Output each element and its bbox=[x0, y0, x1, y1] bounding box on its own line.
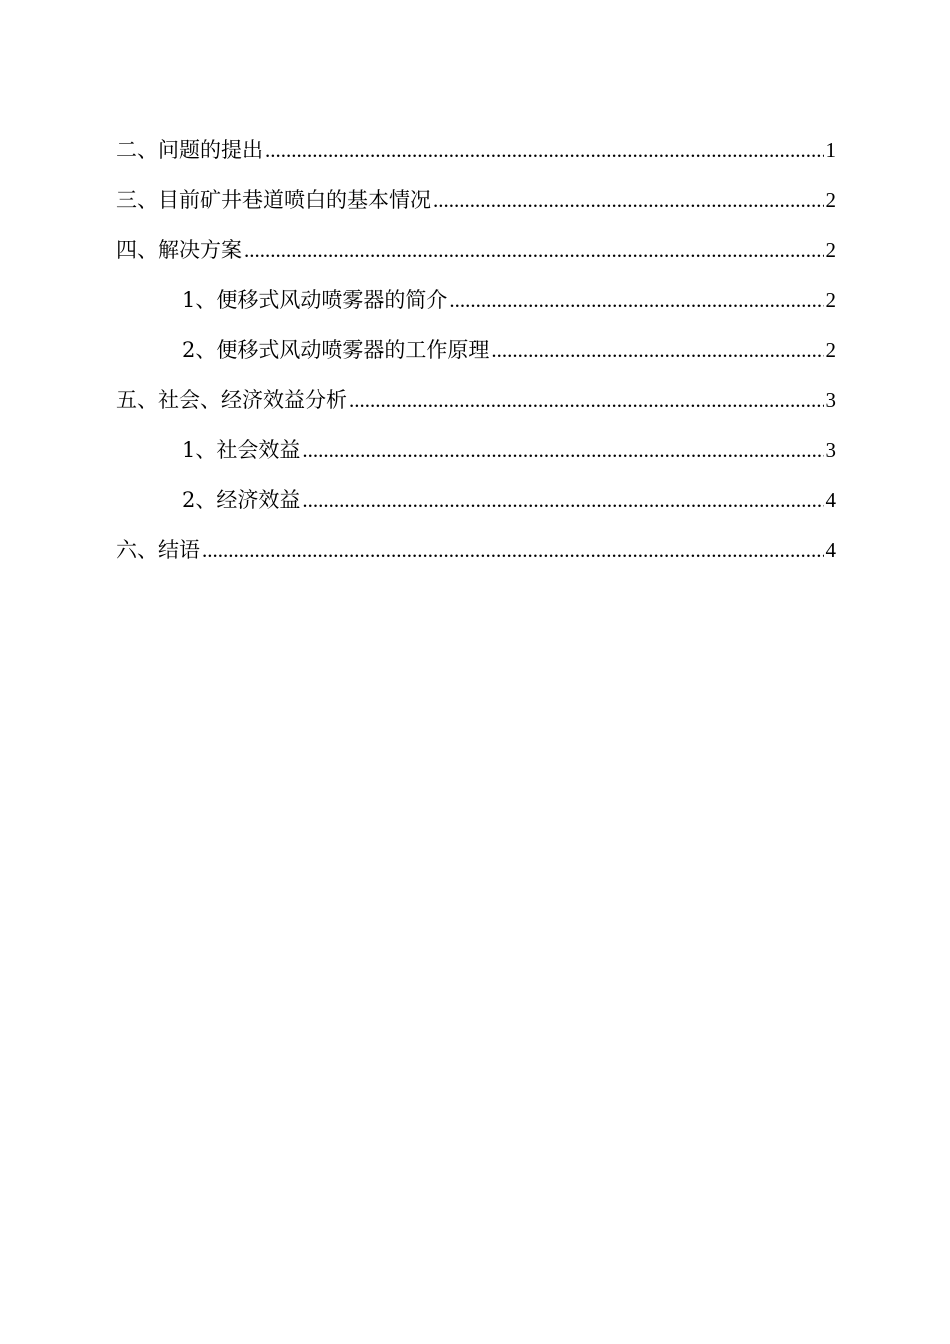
toc-dot-leader bbox=[349, 380, 824, 420]
toc-page-number: 3 bbox=[825, 388, 836, 412]
toc-entry[interactable] bbox=[116, 130, 836, 180]
toc-page-number: 1 bbox=[825, 138, 836, 162]
toc-page-number: 2 bbox=[825, 288, 836, 312]
toc-entry[interactable] bbox=[116, 180, 836, 230]
toc-page-number: 4 bbox=[825, 538, 836, 562]
toc-dot-leader bbox=[491, 330, 823, 370]
toc-page-number: 3 bbox=[825, 438, 836, 462]
toc-entry[interactable] bbox=[116, 230, 836, 280]
toc-entry-title: 1、社会效益 bbox=[182, 438, 301, 462]
toc-entry-title: 2、经济效益 bbox=[182, 488, 301, 512]
toc-entry-title: 三、目前矿井巷道喷白的基本情况 bbox=[116, 188, 431, 212]
toc-entry-title: 四、解决方案 bbox=[116, 238, 242, 262]
toc-subentry[interactable] bbox=[116, 480, 836, 530]
toc-entry[interactable] bbox=[116, 530, 836, 580]
toc-dot-leader bbox=[449, 280, 823, 320]
toc-entry-title: 五、社会、经济效益分析 bbox=[116, 388, 347, 412]
toc-entry-title: 六、结语 bbox=[116, 538, 200, 562]
toc-page-number: 2 bbox=[825, 238, 836, 262]
toc-subentry[interactable] bbox=[116, 330, 836, 380]
toc-dot-leader bbox=[302, 430, 823, 470]
toc-entry[interactable] bbox=[116, 380, 836, 430]
toc-page-number: 4 bbox=[825, 488, 836, 512]
toc-dot-leader bbox=[302, 480, 823, 520]
toc-subentry[interactable] bbox=[116, 280, 836, 330]
toc-entry-title: 2、便移式风动喷雾器的工作原理 bbox=[182, 338, 490, 362]
toc-entry-title: 二、问题的提出 bbox=[116, 138, 263, 162]
toc-dot-leader bbox=[433, 180, 824, 220]
toc-entry-title: 1、便移式风动喷雾器的简介 bbox=[182, 288, 448, 312]
toc-page-number: 2 bbox=[825, 338, 836, 362]
table-of-contents bbox=[116, 130, 836, 580]
toc-dot-leader bbox=[244, 230, 824, 270]
toc-dot-leader bbox=[202, 530, 824, 570]
toc-page-number: 2 bbox=[825, 188, 836, 212]
toc-subentry[interactable] bbox=[116, 430, 836, 480]
toc-dot-leader bbox=[265, 130, 824, 170]
